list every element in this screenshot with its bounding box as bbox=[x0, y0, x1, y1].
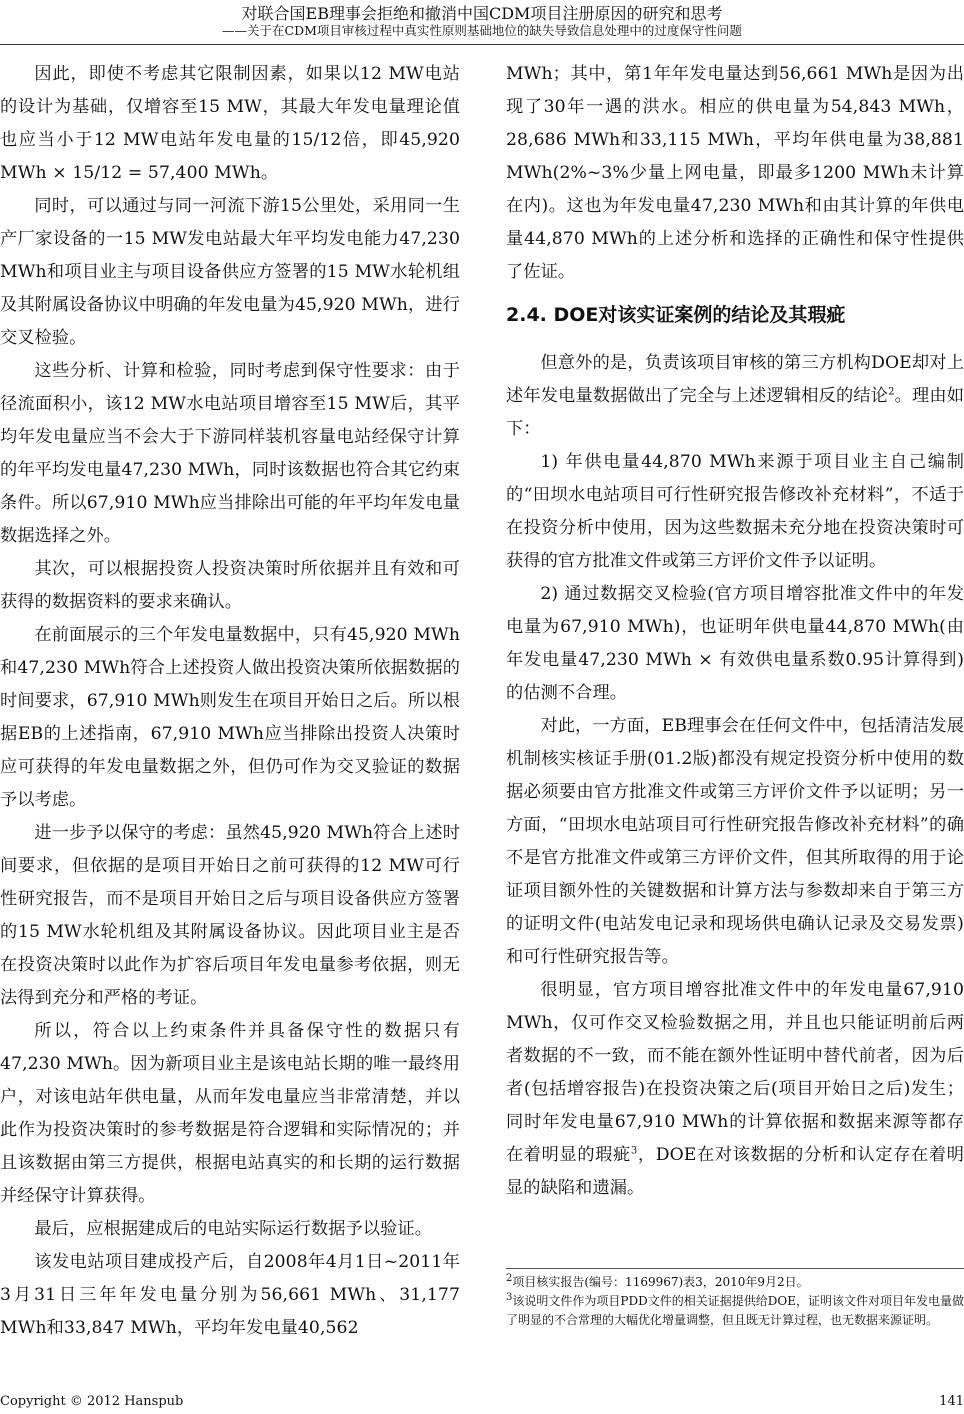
body-paragraph-continued: MWh；其中，第1年年发电量达到56,661 MWh是因为出现了30年一遇的洪水。相应的供电量为54,843 MWh，28,686 MWh和33,115 MWh，平均年供电量为38,881 MWh(2%~3%少量上网电量，即最多1200 MWh未计算在内)。这也为年发电量47,230 MWh和由其计算的年供电量44,870 MWh的上述分析和选择的正确性和保守性提供了佐证。 bbox=[506, 64, 964, 282]
footnote-number: 2 bbox=[506, 1273, 513, 1284]
body-paragraph: 其次，可以根据投资人投资决策时所依据并且有效和可获得的数据资料的要求来确认。 bbox=[0, 559, 460, 612]
section-heading: 2.4. DOE对该实证案例的结论及其瑕疵 bbox=[506, 304, 846, 326]
header-rule bbox=[0, 44, 964, 45]
footnote-ref[interactable]: 2 bbox=[888, 386, 895, 398]
page-footer bbox=[0, 1394, 964, 1412]
list-paragraph: 2) 通过数据交叉检验(官方项目增容批准文件中的年发电量为67,910 MWh)，也证明年供电量44,870 MWh(由年发电量47,230 MWh × 有效供电量系数0.95计算得到)的估测不合理。 bbox=[506, 584, 964, 703]
journal-article-title: 对联合国EB理事会拒绝和撤消中国CDM项目注册原因的研究和思考 bbox=[241, 4, 723, 23]
body-paragraph: 因此，即使不考虑其它限制因素，如果以12 MW电站的设计为基础，仅增容至15 MW，其最大年发电量理论值也应当小于12 MW电站年发电量的15/12倍，即45,920 MWh × 15/12 = 57,400 MWh。 bbox=[0, 64, 460, 183]
body-paragraph: 进一步予以保守的考虑：虽然45,920 MWh符合上述时间要求，但依据的是项目开始日之前可获得的12 MW可行性研究报告，而不是项目开始日之后与项目设备供应方签署的15 MW水轮机组及其附属设备协议。因此项目业主是否在投资决策时以此作为扩容后项目年发电量参考依据，则无法得到充分和严格的考证。 bbox=[0, 823, 460, 1008]
paragraph-text: 但意外的是，负责该项目审核的第三方机构DOE却对上述年发电量数据做出了完全与上述逻辑相反的结论 bbox=[506, 353, 964, 406]
left-column bbox=[0, 58, 460, 1345]
journal-article-subtitle: ——关于在CDM项目审核过程中真实性原则基础地位的缺失导致信息处理中的过度保守性问题 bbox=[222, 23, 742, 38]
footnote bbox=[506, 1273, 964, 1292]
body-paragraph: 同时，可以通过与同一河流下游15公里处，采用同一生产厂家设备的一15 MW发电站最大年平均发电能力47,230 MWh和项目业主与项目设备供应方签署的15 MW水轮机组及其附属设备协议中明确的年发电量为45,920 MWh，进行交叉检验。 bbox=[0, 196, 460, 348]
right-column bbox=[506, 58, 964, 1205]
paragraph-text: 。理由如下： bbox=[506, 386, 964, 439]
footnote bbox=[506, 1292, 964, 1330]
paragraph-text: ，DOE在对该数据的分析和认定存在着明显的缺陷和遗漏。 bbox=[506, 1145, 964, 1198]
page-number: 141 bbox=[939, 1394, 964, 1409]
body-paragraph: 在前面展示的三个年发电量数据中，只有45,920 MWh和47,230 MWh符合上述投资人做出投资决策所依据数据的时间要求，67,910 MWh则发生在项目开始日之后。所以根据EB的上述指南，67,910 MWh应当排除出投资人决策时应可获得的年发电量数据之外，但仍可作为交叉验证的数据予以考虑。 bbox=[0, 625, 460, 810]
body-paragraph bbox=[506, 974, 964, 1205]
footnote-text: 该说明文件作为项目PDD文件的相关证据提供给DOE，证明该文件对项目年发电量做了明显的不合常理的大幅优化增量调整，但且既无计算过程，也无数据来源证明。 bbox=[506, 1294, 964, 1327]
copyright-notice: Copyright © 2012 Hanspub bbox=[0, 1394, 184, 1409]
body-paragraph: 对此，一方面，EB理事会在任何文件中，包括清洁发展机制核实核证手册(01.2版)都没有规定投资分析中使用的数据必须要由官方批准文件或第三方评价文件予以证明；另一方面，“田坝水电站项目可行性研究报告修改补充材料”的确不是官方批准文件或第三方评价文件，但其所取得的用于论证项目额外性的关键数据和计算方法与参数却来自于第三方的证明文件(电站发电记录和现场供电确认记录及交易发票)和可行性研究报告等。 bbox=[506, 716, 964, 967]
list-paragraph: 1) 年供电量44,870 MWh来源于项目业主自己编制的“田坝水电站项目可行性研究报告修改补充材料”，不适于在投资分析中使用，因为这些数据未充分地在投资决策时可获得的官方批准文件或第三方评价文件予以证明。 bbox=[506, 452, 964, 571]
body-paragraph: 这些分析、计算和检验，同时考虑到保守性要求：由于径流面积小，该12 MW水电站项目增容至15 MW后，其平均年发电量应当不会大于下游同样装机容量电站经保守计算的年平均发电量47,230 MWh，同时该数据也符合其它约束条件。所以67,910 MWh应当排除出可能的年平均年发电量数据选择之外。 bbox=[0, 361, 460, 546]
footnote-number: 3 bbox=[506, 1292, 513, 1303]
footnote-rule bbox=[506, 1268, 964, 1269]
body-paragraph: 所以，符合以上约束条件并具备保守性的数据只有47,230 MWh。因为新项目业主是该电站长期的唯一最终用户，对该电站年供电量，从而年发电量应当非常清楚，并以此作为投资决策时的参考数据是符合逻辑和实际情况的；并且该数据由第三方提供，根据电站真实的和长期的运行数据并经保守计算获得。 bbox=[0, 1021, 460, 1206]
body-paragraph bbox=[506, 347, 964, 446]
body-paragraph: 该发电站项目建成投产后，自2008年4月1日~2011年3月31日三年年发电量分别为56,661 MWh、31,177 MWh和33,847 MWh，平均年发电量40,562 bbox=[0, 1252, 460, 1338]
footnotes bbox=[506, 1268, 964, 1330]
footnote-ref[interactable]: 3 bbox=[630, 1145, 638, 1157]
body-paragraph: 最后，应根据建成后的电站实际运行数据予以验证。 bbox=[34, 1219, 433, 1239]
footnote-text: 项目核实报告(编号：1169967)表3，2010年9月2日。 bbox=[512, 1275, 809, 1289]
paragraph-text: 很明显，官方项目增容批准文件中的年发电量67,910 MWh，仅可作交叉检验数据之用，并且也只能证明前后两者数据的不一致，而不能在额外性证明中替代前者，因为后者(包括增容报告)在投资决策之后(项目开始日之后)发生；同时年发电量67,910 MWh的计算依据和数据来源等都存在着明显的瑕疵 bbox=[506, 980, 964, 1165]
